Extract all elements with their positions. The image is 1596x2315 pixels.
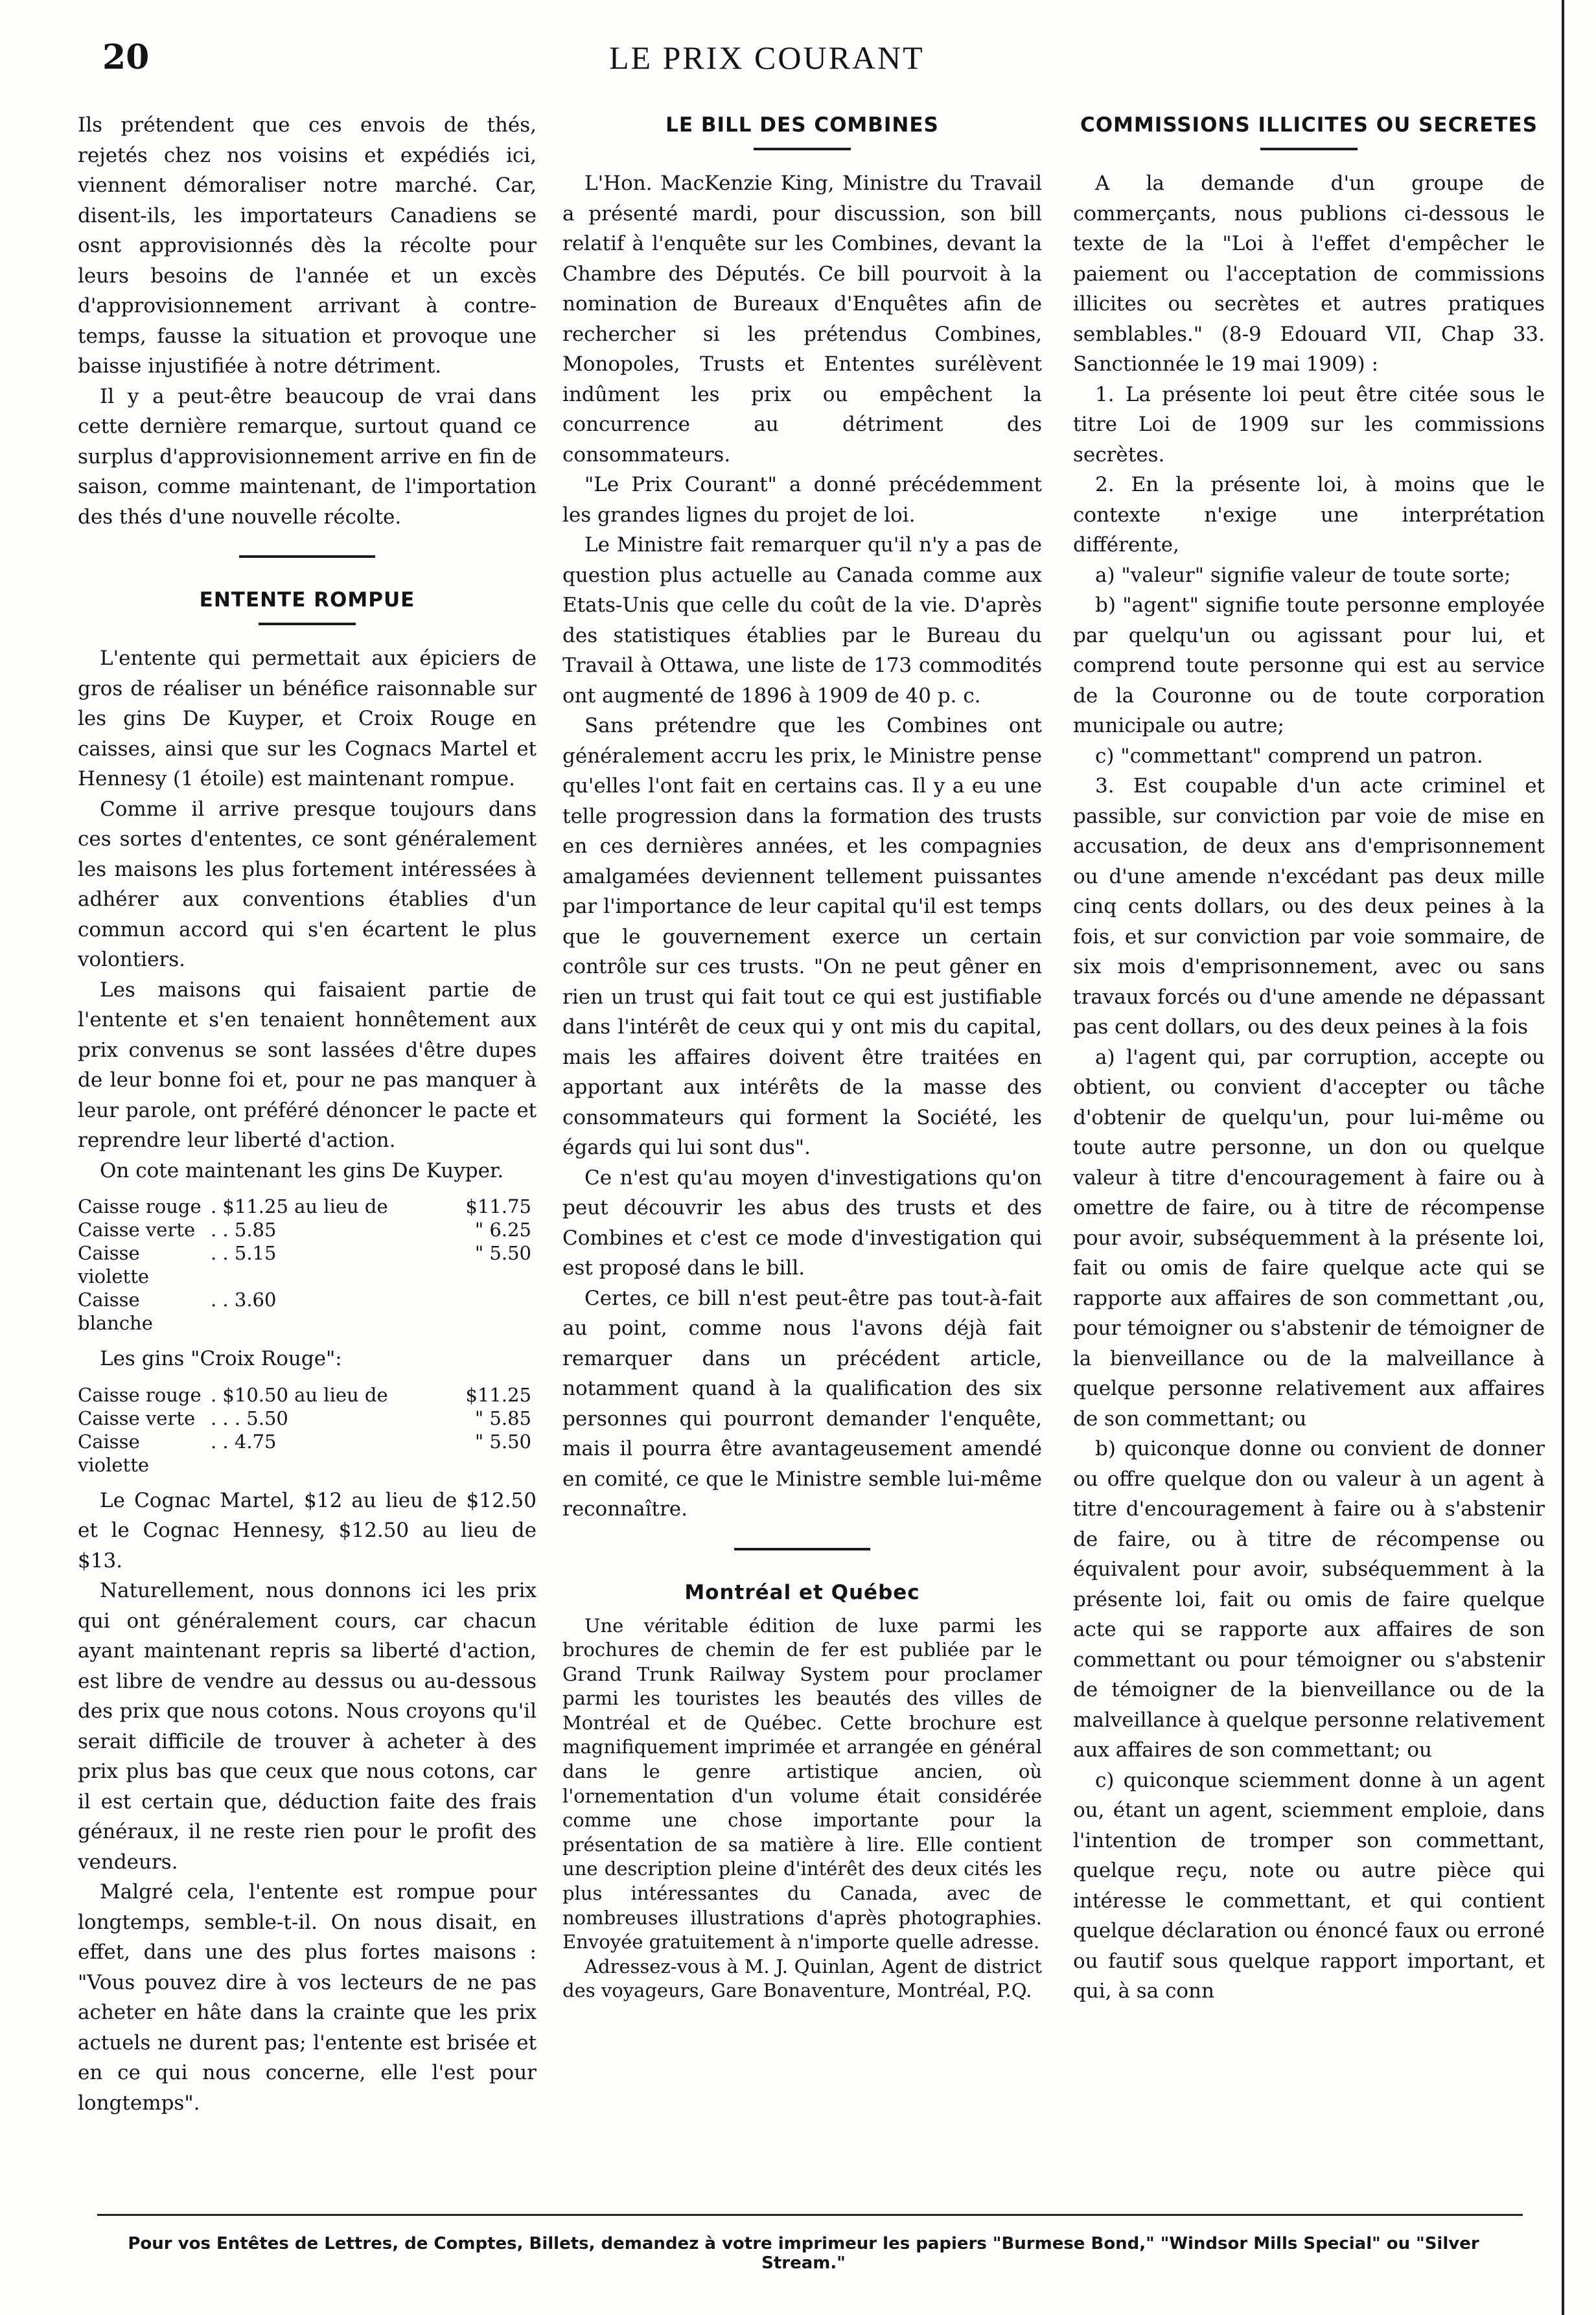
price-list-de-kuyper (78, 1195, 537, 1335)
heading-rule (259, 623, 356, 625)
paragraph: On cote maintenant les gins De Kuyper. (100, 1158, 504, 1182)
paragraph: Il y a peut-être beaucoup de vrai dans cette dernière remarque, surtout quand ce surplus d'approvisionnement arrive en fin de saison, comme maintenant, de l'importation des thés d'une nouvelle récolte. (78, 384, 537, 529)
paragraph: Ils prétendent que ces envois de thés, rejetés chez nos voisins et expédiés ici, viennent démoraliser notre marché. Car, disent-ils, les importateurs Canadiens se osnt approvisionnés dès la récolte pour leurs besoins de l'année et un excès d'approvisionnement arrivant à contre-temps, fausse la situation et provoque une baisse injustifiée à notre détriment. (78, 113, 537, 378)
paragraph: b) quiconque donne ou convient de donner ou offre quelque don ou valeur à un agent à titre d'encouragement à faire ou à s'abstenir de faire, ou à titre de récompense ou équivalent pour avoir, subséquemment à la présente loi, fait ou omis de faire quelque acte qui se rapporte aux affaires de son commettant ou pour témoigner ou s'abstenir de témoigner de la bienveillance ou de la malveillance à quelque personne relativement aux affaires de son commettant; ou (1073, 1437, 1545, 1762)
paragraph: "Le Prix Courant" a donné précédemment les grandes lignes du projet de loi. (562, 473, 1042, 527)
price-row: Caisse rouge . $10.50 au lieu de $11.25 (78, 1383, 531, 1406)
paragraph: Les gins "Croix Rouge": (100, 1347, 342, 1370)
article-heading: COMMISSIONS ILLICITES OU SECRETES (1080, 113, 1538, 137)
paragraph: A la demande d'un groupe de commerçants, nous publions ci-dessous le texte de la "Loi à l'effet d'empêcher le paiement ou l'acceptation de commissions illicites ou secrètes et autres pratiques semblables." (8-9 Edouard VII, Chap 33. Sanctionnée le 19 mai 1909) : (1073, 172, 1545, 376)
page-title: LE PRIX COURANT (609, 40, 925, 76)
price-list-croix-rouge (78, 1383, 537, 1477)
section-divider (239, 555, 375, 558)
column-left (78, 110, 537, 2118)
price-row: Caisse verte . . . 5.50 " 5.85 (78, 1407, 531, 1429)
paragraph: Certes, ce bill n'est peut-être pas tout-à-fait au point, comme nous l'avons déjà fait remarquer dans un précédent article, notamment quand à la qualification des six personnes qui pourront demander l'enquête, mais il pourra être avantageusement amendé en comité, ce que le Ministre semble lui-même reconnaître. (562, 1286, 1042, 1521)
paragraph: a) l'agent qui, par corruption, accepte ou obtient, ou convient d'accepter ou tâche d'obtenir de quelqu'un, pour lui-même ou toute autre personne, un don ou quelque valeur à titre d'encouragement à faire ou à omettre de faire, ou à titre de récompense pour avoir, subséquemment à la présente loi, fait ou omis de faire quelque acte qui se rapporte aux affaires de son commettant ,ou, pour témoigner ou s'abstenir de témoigner de la bienveillance ou de la malveillance à quelque personne relativement aux affaires de son commettant; ou (1073, 1045, 1545, 1431)
price-row: Caisse violette . . 4.75 " 5.50 (78, 1430, 531, 1476)
paragraph: c) quiconque sciemment donne à un agent ou, étant un agent, sciemment emploie, dans l'intention de tromper son commettant, quelque reçu, note ou autre pièce qui intéresse le commettant, et qui contient quelque déclaration ou énoncé faux ou erroné ou fautif sous quelque rapport important, et qui, à sa conn (1073, 1768, 1545, 2003)
article-heading: Montréal et Québec (684, 1580, 920, 1604)
price-row: Caisse blanche . . 3.60 (78, 1289, 277, 1334)
paragraph: L'Hon. MacKenzie King, Ministre du Travail a présenté mardi, pour discussion, son bill relatif à l'enquête sur les Combines, devant la Chambre des Députés. Ce bill pourvoit à la nomination de Bureaux d'Enquêtes afin de rechercher si les prétendus Combines, Monopoles, Trusts et Ententes surélèvent indûment les prix ou empêchent la concurrence au détriment des consommateurs. (562, 172, 1042, 466)
heading-rule (754, 148, 851, 150)
paragraph: 2. En la présente loi, à moins que le contexte n'exige une interprétation différente, (1073, 473, 1545, 557)
paragraph: 1. La présente loi peut être citée sous le titre Loi de 1909 sur les commissions secrètes. (1073, 382, 1545, 466)
price-row: Caisse violette . . 5.15 " 5.50 (78, 1242, 531, 1287)
paragraph: Malgré cela, l'entente est rompue pour longtemps, semble-t-il. On nous disait, en effet, dans une des plus fortes maisons : "Vous pouvez dire à vos lecteurs de ne pas acheter en hâte dans la crainte que les prix actuels ne durent pas; l'entente est brisée et en ce qui nous concerne, elle l'est pour longtemps". (78, 1880, 537, 2115)
article-heading: LE BILL DES COMBINES (665, 113, 939, 137)
paragraph: Les maisons qui faisaient partie de l'entente et s'en tenaient honnêtement aux prix convenus se sont lassées d'être dupes de leur bonne foi et, pour ne pas manquer à leur parole, ont préféré dénoncer le pacte et reprendre leur liberté d'action. (78, 978, 537, 1152)
paragraph: L'entente qui permettait aux épiciers de gros de réaliser un bénéfice raisonnable sur les gins De Kuyper, et Croix Rouge en caisses, ainsi que sur les Cognacs Martel et Hennesy (1 étoile) est maintenant rompue. (78, 647, 537, 790)
paragraph: a) "valeur" signifie valeur de toute sorte; (1095, 563, 1511, 587)
column-middle (562, 110, 1042, 2003)
paragraph: Adressez-vous à M. J. Quinlan, Agent de district des voyageurs, Gare Bonaventure, Montréal, P.Q. (562, 1955, 1042, 2002)
paragraph: Le Ministre fait remarquer qu'il n'y a pas de question plus actuelle au Canada comme aux Etats-Unis que celle du coût de la vie. D'après des statistiques établies par le Bureau du Travail à Ottawa, une liste de 173 commodités ont augmenté de 1896 à 1909 de 40 p. c. (562, 533, 1042, 708)
column-right (1073, 110, 1545, 2007)
paragraph: Le Cognac Martel, $12 au lieu de $12.50 et le Cognac Hennesy, $12.50 au lieu de $13. (78, 1488, 537, 1572)
paragraph: Comme il arrive presque toujours dans ces sortes d'ententes, ce sont généralement les maisons les plus fortement intéressées à adhérer aux conventions établies d'un commun accord qui s'en écartent le plus volontiers. (78, 797, 537, 971)
paragraph: c) "commettant" comprend un patron. (1095, 744, 1483, 768)
paragraph: Ce n'est qu'au moyen d'investigations qu'on peut découvrir les abus des trusts et des Combines et c'est ce mode d'investigation qui est proposé dans le bill. (562, 1166, 1042, 1280)
page-number: 20 (102, 38, 150, 77)
paragraph: b) "agent" signifie toute personne employée par quelqu'un ou agissant pour lui, et comprend toute personne qui est au service de la Couronne ou de toute corporation municipale ou autre; (1073, 593, 1545, 737)
page-edge-rule (1562, 0, 1564, 2315)
footer-rule (97, 2214, 1523, 2216)
article-heading: ENTENTE ROMPUE (199, 588, 415, 612)
section-divider (734, 1548, 870, 1550)
price-row: Caisse verte . . 5.85 " 6.25 (78, 1219, 531, 1241)
brochure-notice (562, 1614, 1042, 2004)
paragraph: 3. Est coupable d'un acte criminel et passible, sur conviction par voie de mise en accusation, de deux ans d'emprisonnement ou d'une amende n'excédant pas deux mille cinq cents dollars, ou des deux peines à la fois, et sur conviction par voie sommaire, de six mois d'emprisonnement, avec ou sans travaux forcés ou d'une amende ne dépassant pas cent dollars, ou des deux peines à la fois (1073, 774, 1545, 1039)
price-row: Caisse rouge . $11.25 au lieu de $11.75 (78, 1195, 531, 1217)
paragraph: Sans prétendre que les Combines ont généralement accru les prix, le Ministre pense qu'elles l'ont fait en certains cas. Il y a eu une telle progression dans la formation des trusts en ces dernières années, et les compagnies amalgamées deviennent tellement puissantes par l'importance de leur capital qu'il est temps que le gouvernement exerce un certain contrôle sur ces trusts. "On ne peut gêner en rien un trust qui fait tout ce qui est justifiable dans l'intérêt de ceux qui y ont mis du capital, mais les affaires doivent être traitées en apportant aux intérêts de la masse des consommateurs qui forment la Société, les égards qui lui sont dus". (562, 714, 1042, 1159)
heading-rule (1260, 148, 1358, 150)
paragraph: Naturellement, nous donnons ici les prix qui ont généralement cours, car chacun ayant maintenant repris sa liberté d'action, est libre de vendre au dessus ou au-dessous des prix que nous cotons. Nous croyons qu'il serait difficile de trouver à acheter à des prix plus bas que ceux que nous cotons, car il est certain que, déduction faite des frais généraux, il ne reste rien pour le profit des vendeurs. (78, 1579, 537, 1874)
footer-advertisement: Pour vos Entêtes de Lettres, de Comptes, Billets, demandez à votre imprimeur les papiers "Burmese Bond," "Windsor Mills Special" ou "Silver Stream." (128, 2234, 1479, 2273)
paragraph: Une véritable édition de luxe parmi les brochures de chemin de fer est publiée par le Grand Trunk Railway System pour proclamer parmi les touristes les beautés des villes de Montréal et de Québec. Cette brochure est magnifiquement imprimée et arrangée en général dans le genre artistique ancien, où l'ornementation d'un volume était considérée comme une chose importante pour la présentation de sa matière à lire. Elle contient une description pleine d'intérêt des deux cités les plus intéressantes du Canada, avec de nombreuses illustrations d'après photographies. Envoyée gratuitement à n'importe quelle adresse. (562, 1614, 1042, 1953)
